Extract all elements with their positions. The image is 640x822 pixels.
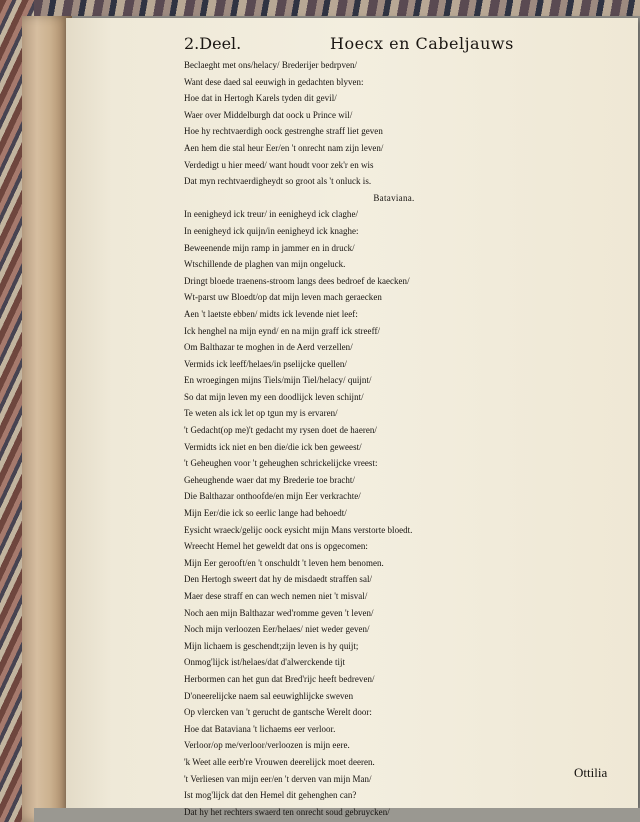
- verse-line: Aen hem die stal heur Eer/en 't onrecht nam zijn leven/: [184, 142, 384, 153]
- speaker-heading: Bataviana.: [373, 192, 415, 203]
- verse-line: 't Geheughen voor 't geheughen schrickelijcke vreest:: [184, 458, 378, 469]
- verse-line: Op vlercken van 't gerucht de gantsche Werelt door:: [184, 707, 372, 718]
- book-binding: [22, 16, 72, 822]
- verse-line: Beclaeght met ons/helacy/ Brederijer bedrpven/: [184, 60, 358, 70]
- verse-line: So dat mijn leven my een doodlijck leven schijnt/: [184, 391, 364, 402]
- verse-line: Hoe dat Bataviana 't lichaems eer verloor.: [184, 723, 336, 734]
- verse-line: D'oneerelijcke naem sal eeuwighlijcke sweven: [184, 690, 354, 701]
- verse-line: Hoe dat in Hertogh Karels tyden dit gevil/: [184, 93, 337, 104]
- verse-line: Hoe hy rechtvaerdigh oock gestrenghe straff liet geven: [184, 126, 383, 137]
- verse-line: In eenigheyd ick treur/ in eenigheyd ick claghe/: [184, 209, 359, 220]
- verse-line: 't Verliesen van mijn eer/en 't derven van mijn Man/: [184, 773, 372, 784]
- verse-line: Dringt bloede traenens-stroom langs dees bedroef de kaecken/: [184, 275, 410, 286]
- running-title: Hoecx en Cabeljauws: [330, 34, 514, 53]
- verse-line: Verdedigt u hier meed/ want houdt voor zek'r en wis: [184, 159, 374, 170]
- verse-line: Onmog'lijck ist/helaes/dat d'alwerckende tijt: [184, 657, 346, 668]
- verse-line: Vermids ick leeff/helaes/in pselijcke quellen/: [184, 358, 347, 369]
- verse-line: Wreecht Hemel het geweldt dat ons is opgecomen:: [184, 541, 368, 552]
- verse-line: En wroegingen mijns Tiels/mijn Tiel/helacy/ quijnt/: [184, 375, 372, 386]
- verse-line: Om Balthazar te moghen in de Aerd verzellen/: [184, 342, 353, 353]
- poem-text: [184, 57, 604, 820]
- verse-line: Beweenende mijn ramp in jammer en in druck/: [184, 242, 355, 253]
- verse-line: Waer over Middelburgh dat oock u Prince wil/: [184, 109, 353, 120]
- catchword: Ottilia: [574, 765, 608, 780]
- verse-line: Noch aen mijn Balthazar wed'romme geven 't leven/: [184, 607, 374, 618]
- verse-line: Den Hertogh sweert dat hy de misdaedt straffen sal/: [184, 574, 373, 585]
- verse-line: Te weten als ick let op tgun my is ervaren/: [184, 408, 338, 419]
- verse-line: Ick henghel na mijn eynd/ en na mijn graff ick streeff/: [184, 325, 381, 336]
- marbled-cover-top: [34, 0, 640, 16]
- verse-line: Dat myn rechtvaerdigheydt so groot als 't onluck is.: [184, 176, 372, 187]
- verse-line: Eysicht wraeck/gelijc oock eysicht mijn Mans verstorte bloedt.: [184, 524, 413, 535]
- verse-line: Geheughende waer dat my Brederie toe bracht/: [184, 474, 355, 485]
- verse-line: Verloor/op me/verloor/verloozen is mijn eere.: [184, 740, 350, 751]
- verse-line: Aen 't laetste ebben/ midts ick levende niet leef:: [184, 308, 358, 319]
- verse-line: Wt-parst uw Bloedt/op dat mijn leven mach geraecken: [184, 292, 382, 303]
- verse-line: Dat hy het rechters swaerd ten onrecht soud gebruycken/: [184, 806, 390, 817]
- verse-line: Ist mog'lijck dat den Hemel dit gehenghen can?: [184, 790, 357, 801]
- verse-line: Wtschillende de plaghen van mijn ongeluck.: [184, 259, 346, 270]
- verse-line: 't Gedacht(op me)'t gedacht my rysen doet de haeren/: [184, 425, 377, 436]
- verse-line: Mijn lichaem is geschendt;zijn leven is hy quijt;: [184, 640, 359, 651]
- verse-line: Vermidts ick niet en ben die/die ick ben geweest/: [184, 441, 362, 452]
- verse-line: In eenigheyd ick quijn/in eenigheyd ick knaghe:: [184, 225, 359, 236]
- part-label: 2.Deel.: [184, 34, 242, 53]
- verse-line: Maer dese straff en can wech nemen niet 't misval/: [184, 591, 368, 601]
- verse-line: 'k Weet alle eerb're Vrouwen deerelijck moet deeren.: [184, 756, 375, 767]
- verse-line: Die Balthazar onthoofde/en mijn Eer verkrachte/: [184, 491, 361, 502]
- verse-line: Mijn Eer/die ick so eerlic lange had behoedt/: [184, 508, 347, 519]
- verse-line: Want dese daed sal eeuwigh in gedachten blyven:: [184, 76, 364, 87]
- verse-line: Mijn Eer gerooft/en 't onschuldt 't leven hem benomen.: [184, 557, 384, 568]
- running-header: [184, 34, 524, 56]
- verse-line: Herbormen can het gun dat Bred'rijc heeft bedreven/: [184, 673, 375, 684]
- verse-line: Noch mijn verloozen Eer/helaes/ niet weder geven/: [184, 624, 370, 635]
